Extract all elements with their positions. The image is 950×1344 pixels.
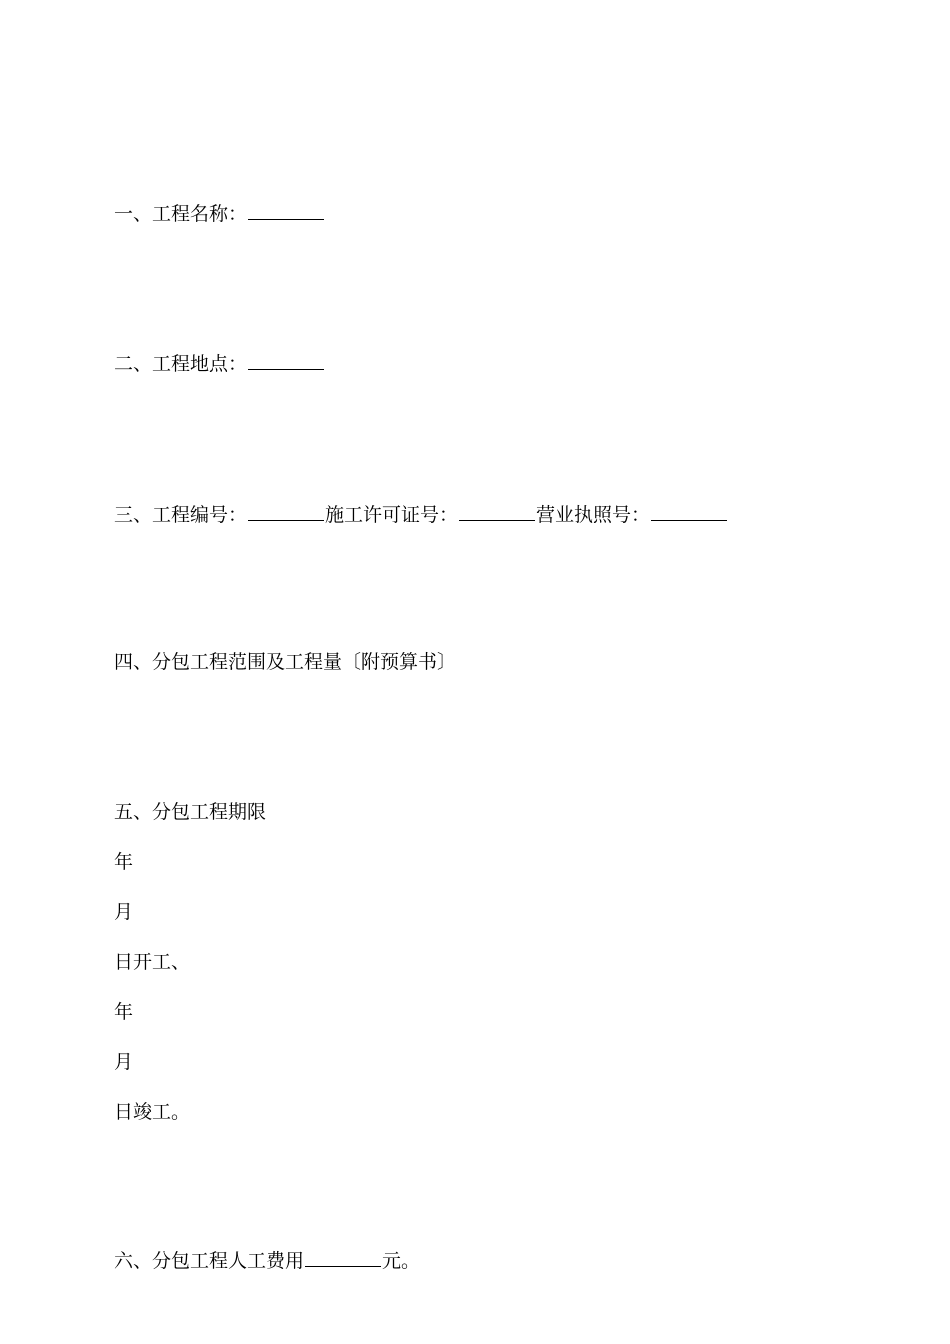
labor-cost-blank[interactable]	[305, 1252, 381, 1267]
period-start-year: 年	[114, 851, 134, 873]
license-number-label: 营业执照号：	[536, 504, 651, 526]
period-end-month: 月	[114, 1051, 134, 1073]
project-name-blank[interactable]	[248, 205, 324, 220]
permit-number-label: 施工许可证号：	[325, 504, 459, 526]
section-project-numbers	[114, 503, 728, 527]
period-end-day: 日竣工。	[114, 1101, 191, 1123]
project-number-blank[interactable]	[248, 506, 324, 521]
permit-number-blank[interactable]	[459, 506, 535, 521]
labor-cost-suffix: 元。	[382, 1250, 421, 1272]
section-project-location	[114, 352, 325, 376]
period-start-month: 月	[114, 901, 134, 923]
section-period	[114, 800, 266, 824]
period-label: 五、分包工程期限	[114, 801, 267, 823]
scope-label: 四、分包工程范围及工程量〔附预算书〕	[114, 651, 457, 673]
section-scope	[114, 650, 456, 674]
labor-cost-label: 六、分包工程人工费用	[114, 1250, 305, 1272]
project-name-label: 一、工程名称：	[114, 203, 248, 225]
project-location-label: 二、工程地点：	[114, 353, 248, 375]
project-number-label: 三、工程编号：	[114, 504, 248, 526]
license-number-blank[interactable]	[651, 506, 727, 521]
period-start-day: 日开工、	[114, 951, 191, 973]
project-location-blank[interactable]	[248, 355, 324, 370]
section-labor-cost	[114, 1249, 420, 1273]
period-end-year: 年	[114, 1001, 134, 1023]
section-project-name	[114, 202, 325, 226]
